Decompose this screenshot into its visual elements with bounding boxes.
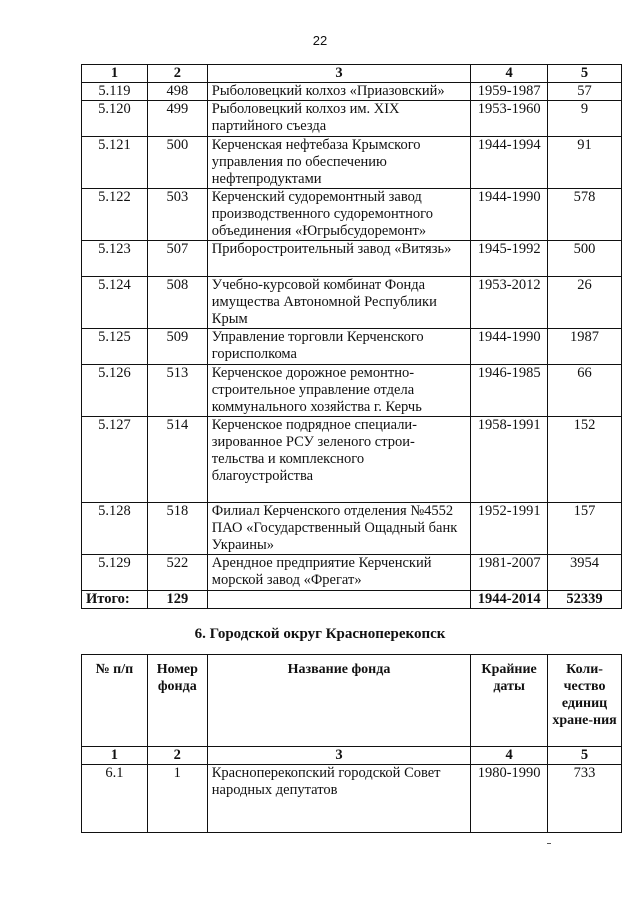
column-numbers-row [82,747,622,765]
date-range: 1958-1991 [471,417,548,503]
table-row [82,137,622,189]
date-range: 1946-1985 [471,365,548,417]
fond-number: 507 [147,241,207,277]
row-number: 5.126 [82,365,148,417]
unit-count: 733 [548,765,622,833]
fond-number: 522 [147,555,207,591]
section-title: 6. Городской округ Красноперекопск [194,626,446,642]
unit-count: 1987 [548,329,622,365]
column-number-1: 1 [82,747,148,765]
unit-count: 3954 [548,555,622,591]
header-dates: Крайние даты [471,655,548,747]
unit-count: 26 [548,277,622,329]
column-number-2: 2 [147,747,207,765]
date-range: 1980-1990 [471,765,548,833]
total-unit-count: 52339 [548,591,622,609]
fond-name: Учебно-курсовой комбинат Фонда имущества Автономной Республики Крым [207,277,470,329]
date-range: 1981-2007 [471,555,548,591]
table-row [82,417,622,503]
fond-name: Красноперекопский городской Совет народных депутатов [207,765,470,833]
column-number-5: 5 [548,747,622,765]
fond-name: Рыболовецкий колхоз им. XIX партийного съезда [207,101,470,137]
unit-count: 57 [548,83,622,101]
column-number-4: 4 [471,747,548,765]
column-number-1: 1 [82,65,148,83]
page-number: 22 [312,33,328,48]
column-number-4: 4 [471,65,548,83]
table-header-row [82,65,622,83]
fond-number: 509 [147,329,207,365]
column-number-2: 2 [147,65,207,83]
fond-number: 513 [147,365,207,417]
unit-count: 500 [548,241,622,277]
date-range: 1953-2012 [471,277,548,329]
unit-count: 578 [548,189,622,241]
unit-count: 91 [548,137,622,189]
total-label: Итого: [82,591,148,609]
date-range: 1945-1992 [471,241,548,277]
table-row [82,555,622,591]
column-number-5: 5 [548,65,622,83]
fond-number: 1 [147,765,207,833]
table-row [82,241,622,277]
archive-table-krasnoperekopsk [81,654,622,833]
column-number-3: 3 [207,65,470,83]
unit-count: 157 [548,503,622,555]
date-range: 1953-1960 [471,101,548,137]
stray-mark [547,843,551,844]
table-row [82,277,622,329]
row-number: 5.127 [82,417,148,503]
fond-number: 500 [147,137,207,189]
fond-name: Керченский судоремонтный завод производственного судоремонтного объединения «Югрыбсудоремонт» [207,189,470,241]
row-number: 5.124 [82,277,148,329]
fond-name: Приборостроительный завод «Витязь» [207,241,470,277]
unit-count: 152 [548,417,622,503]
row-number: 5.120 [82,101,148,137]
table-row [82,503,622,555]
fond-name: Филиал Керченского отделения №4552 ПАО «Государственный Ощадный банк Украины» [207,503,470,555]
fond-name: Арендное предприятие Керченский морской завод «Фрегат» [207,555,470,591]
archive-table-kerch [81,64,622,609]
fond-name: Рыболовецкий колхоз «Приазовский» [207,83,470,101]
fond-number: 514 [147,417,207,503]
unit-count: 9 [548,101,622,137]
table-row [82,101,622,137]
total-row [82,591,622,609]
header-num: № п/п [82,655,148,747]
row-number: 5.125 [82,329,148,365]
fond-name: Управление торговли Керченского горисполкома [207,329,470,365]
fond-number: 503 [147,189,207,241]
total-name-empty [207,591,470,609]
header-units: Коли-чество единиц хране-ния [548,655,622,747]
date-range: 1944-1994 [471,137,548,189]
total-date-range: 1944-2014 [471,591,548,609]
header-fond: Номер фонда [147,655,207,747]
fond-number: 508 [147,277,207,329]
fond-number: 498 [147,83,207,101]
table-header-row [82,655,622,747]
total-fond-count: 129 [147,591,207,609]
fond-number: 499 [147,101,207,137]
row-number: 5.122 [82,189,148,241]
fond-number: 518 [147,503,207,555]
table-row [82,189,622,241]
fond-name: Керченское подрядное специали-зированное РСУ зеленого строи-тельства и комплексного благоустройства [207,417,470,503]
fond-name: Керченская нефтебаза Крымского управления по обеспечению нефтепродуктами [207,137,470,189]
date-range: 1959-1987 [471,83,548,101]
row-number: 5.121 [82,137,148,189]
date-range: 1944-1990 [471,189,548,241]
row-number: 5.123 [82,241,148,277]
header-name: Название фонда [207,655,470,747]
row-number: 5.129 [82,555,148,591]
column-number-3: 3 [207,747,470,765]
row-number: 5.119 [82,83,148,101]
row-number: 5.128 [82,503,148,555]
table-row [82,83,622,101]
table-row [82,329,622,365]
date-range: 1944-1990 [471,329,548,365]
fond-name: Керченское дорожное ремонтно-строительное управление отдела коммунального хозяйства г. Керчь [207,365,470,417]
table-row [82,365,622,417]
unit-count: 66 [548,365,622,417]
date-range: 1952-1991 [471,503,548,555]
table-row [82,765,622,833]
row-number: 6.1 [82,765,148,833]
